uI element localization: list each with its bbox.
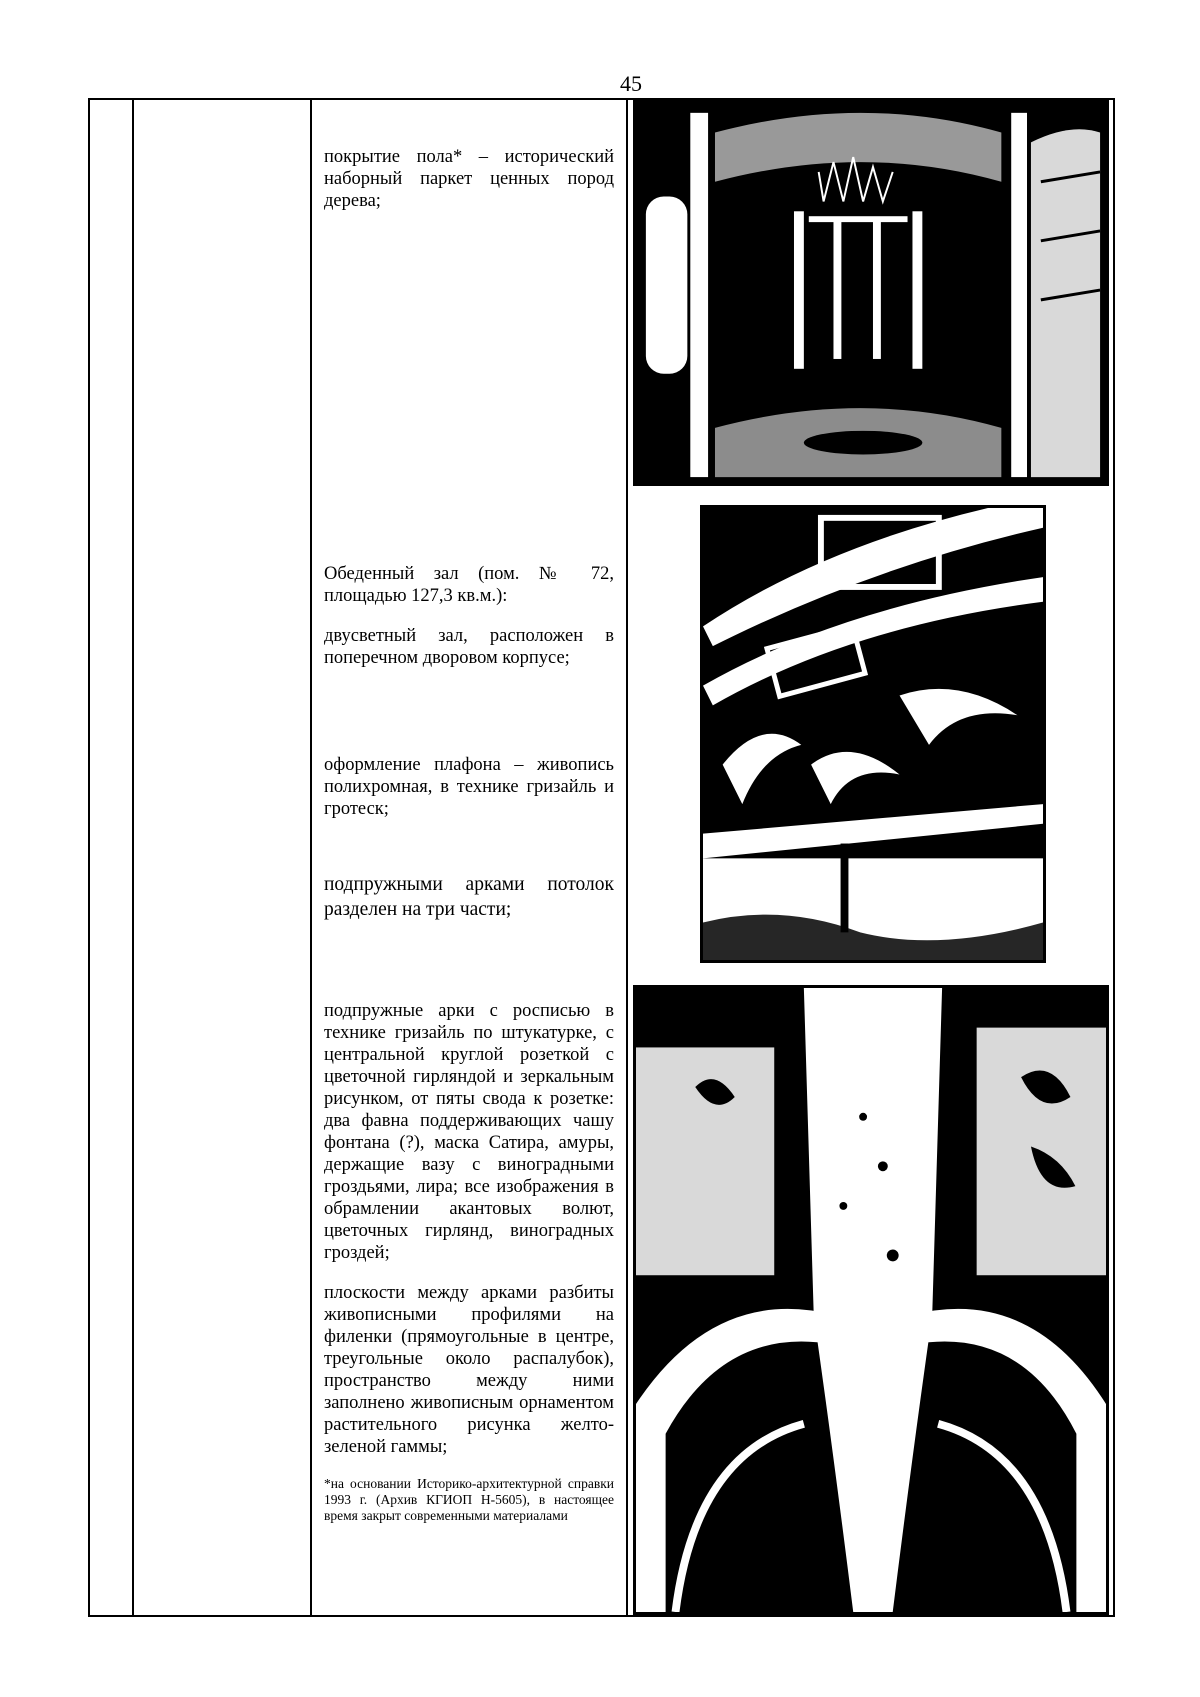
text-block-dining-hall: [324, 563, 614, 687]
paragraph-arch-painting: подпружные арки с росписью в технике гризайль по штукатурке, с центральной круглой розеткой с цветочной гирляндой и зеркальным рисунком, от пяты свода к розетке: два фавна поддерживающих чашу фонтана (?), маска Сатира, амуры, держащие вазу с виноградными гроздьями, лира; все изображения в обрамлении акантовых волют, цветочных гирлянд, виноградных гроздей;: [324, 1001, 614, 1263]
column-divider-1: [132, 98, 134, 1617]
interior-hall-photo: [633, 100, 1109, 486]
paragraph-plafond: оформление плафона – живопись полихромная, в технике гризайль и гротеск;: [324, 755, 614, 819]
page-number: 45: [620, 71, 642, 96]
ceiling-arch-photo: [700, 505, 1046, 963]
ceiling-painting-photo: [633, 985, 1109, 1615]
paragraph-floor: покрытие пола* – исторический наборный паркет ценных пород дерева;: [324, 147, 614, 211]
text-block-arch-painting: [324, 1000, 614, 1542]
text-block-floor: [324, 146, 614, 230]
text-block-arches: [324, 872, 614, 940]
paragraph-double-height: двусветный зал, расположен в поперечном дворовом корпусе;: [324, 626, 614, 668]
column-divider-3: [626, 98, 628, 1617]
ceiling-painting-icon: [636, 988, 1106, 1612]
column-divider-2: [310, 98, 312, 1617]
footnote: *на основании Историко-архитектурной справки 1993 г. (Архив КГИОП Н-5605), в настоящее время закрыт современными материалами: [324, 1476, 614, 1523]
paragraph-arches: подпружными арками потолок разделен на три части;: [324, 874, 614, 920]
ceiling-arch-icon: [703, 508, 1043, 960]
interior-hall-icon: [636, 103, 1106, 483]
paragraph-panels: плоскости между арками разбиты живописными профилями на филенки (прямоугольные в центре, треугольные около распалубок), пространство между ними заполнено живописным орнаментом растительного рисунка желто-зеленой гаммы;: [324, 1283, 614, 1457]
paragraph-dining-hall-title: Обеденный зал (пом. № 72, площадью 127,3 кв.м.):: [324, 564, 614, 606]
text-block-plafond: [324, 754, 614, 838]
